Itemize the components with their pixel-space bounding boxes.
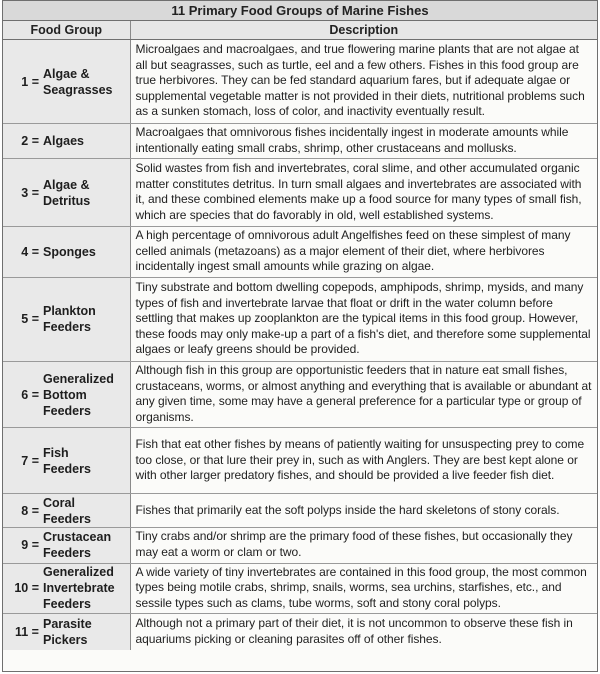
food-group-cell [3, 563, 130, 614]
food-group-name: Generalized Bottom Feeders [43, 371, 114, 418]
table-row [3, 614, 597, 650]
food-group-name: Parasite Pickers [43, 617, 92, 648]
food-group-number: 6 = [21, 387, 39, 402]
food-group-description: Although fish in this group are opportunistic feeders that in nature eat small fishes, crustaceans, worms, or almost anything and everything that is available or abundant at any given time, some may have a general preference for a particular type or group of organisms. [130, 361, 597, 427]
food-group-description: Solid wastes from fish and invertebrates, coral slime, and other accumulated organic matter constitutes detritus. In turn small algaes and invertebrates are associated with it, and these combined elements make up a food source for many types of small fish, which are species that do favorably in old, well established systems. [130, 159, 597, 227]
food-group-cell [3, 227, 130, 278]
table-row [3, 528, 597, 563]
food-group-cell [3, 124, 130, 159]
document-title: 11 Primary Food Groups of Marine Fishes [3, 1, 597, 21]
table-row [3, 159, 597, 227]
food-group-cell [3, 494, 130, 528]
table-row [3, 494, 597, 528]
food-group-label [3, 445, 130, 477]
food-group-name: Algae & Seagrasses [43, 66, 113, 97]
food-group-label [3, 529, 130, 561]
food-group-label [3, 371, 130, 419]
food-group-label [3, 244, 130, 260]
table-row [3, 361, 597, 427]
food-group-cell [3, 361, 130, 427]
food-group-label [3, 495, 130, 527]
food-group-description: A high percentage of omnivorous adult Angelfishes feed on these simplest of many celled animals (metazoans) as a major element of their diet, where herbivores incidentally ingest small amounts while grazing on algae. [130, 227, 597, 278]
table-row [3, 428, 597, 494]
food-group-cell [3, 428, 130, 494]
food-group-number: 11 = [15, 625, 39, 640]
food-group-label [3, 616, 130, 648]
food-group-cell [3, 277, 130, 361]
header-food-group: Food Group [3, 21, 130, 40]
food-group-number: 9 = [21, 538, 39, 553]
table-row [3, 277, 597, 361]
food-group-description: Tiny crabs and/or shrimp are the primary food of these fishes, but occasionally they may eat a worm or clam or two. [130, 528, 597, 563]
food-group-cell [3, 159, 130, 227]
food-group-number: 7 = [21, 453, 39, 468]
food-group-number: 8 = [21, 503, 39, 518]
food-group-name: Coral Feeders [43, 495, 91, 526]
food-group-name: Generalized Invertebrate Feeders [43, 565, 115, 612]
food-group-description: A wide variety of tiny invertebrates are contained in this food group, the most common types being motile crabs, shrimp, snails, worms, sea urchins, starfishes, etc., and sessile types such as clams, tube worms, soft and stony coral polyps. [130, 563, 597, 614]
food-group-name: Algaes [43, 134, 84, 149]
food-groups-table [3, 21, 597, 650]
food-group-name: Sponges [43, 245, 96, 260]
food-group-description: Microalgaes and macroalgaes, and true flowering marine plants that are not algae at all but seagrasses, such as turtle, eel and a few others. Fishes in this food group are true herbivores. They can be fed standard aquarium fares, but if adequate algae or supplemental vegetable matter is not provided in their diets, nutritional problems such as a sunken stomach, loss of color, and inactivity eventually result. [130, 40, 597, 124]
food-group-description: Macroalgaes that omnivorous fishes incidentally ingest in moderate amounts while intentionally eating small crabs, shrimp, other crustaceans and mollusks. [130, 124, 597, 159]
food-group-number: 1 = [21, 74, 39, 89]
food-group-number: 5 = [21, 312, 39, 327]
food-group-name: Crustacean Feeders [43, 530, 112, 561]
table-row [3, 227, 597, 278]
food-group-number: 3 = [21, 185, 39, 200]
food-group-cell [3, 40, 130, 124]
table-row [3, 563, 597, 614]
food-groups-document [2, 0, 598, 672]
table-row [3, 40, 597, 124]
food-group-name: Plankton Feeders [43, 304, 96, 335]
food-group-label [3, 303, 130, 335]
header-description: Description [130, 21, 597, 40]
food-group-description: Fish that eat other fishes by means of patiently waiting for unsuspecting prey to come too close, or that lure their prey in, such as with Anglers. They are best kept alone or with other larger predatory fishes, and should be provided a live feeder fish diet. [130, 428, 597, 494]
food-group-description: Tiny substrate and bottom dwelling copepods, amphipods, shrimp, mysids, and many types of fish and invertebrate larvae that float or drift in the water column before settling that makes up zooplankton are the typical items in this food group. However, these foods may only make-up a part of a fish's diet, and therefore some supplemental algaes or leafy greens should be provided. [130, 277, 597, 361]
table-header-row [3, 21, 597, 40]
food-group-cell [3, 614, 130, 650]
food-group-number: 2 = [21, 134, 39, 149]
food-group-label [3, 564, 130, 612]
food-group-description: Fishes that primarily eat the soft polyps inside the hard skeletons of stony corals. [130, 494, 597, 528]
food-group-label [3, 66, 130, 98]
food-group-description: Although not a primary part of their diet, it is not uncommon to observe these fish in aquariums picking or cleaning parasites off of other fishes. [135, 615, 573, 646]
food-group-label [3, 177, 130, 209]
food-group-number: 10 = [14, 581, 39, 596]
food-group-number: 4 = [21, 245, 39, 260]
food-group-cell [3, 528, 130, 563]
food-group-label [3, 133, 130, 149]
food-group-name: Algae & Detritus [43, 177, 91, 208]
food-group-name: Fish Feeders [43, 445, 91, 476]
table-row [3, 124, 597, 159]
